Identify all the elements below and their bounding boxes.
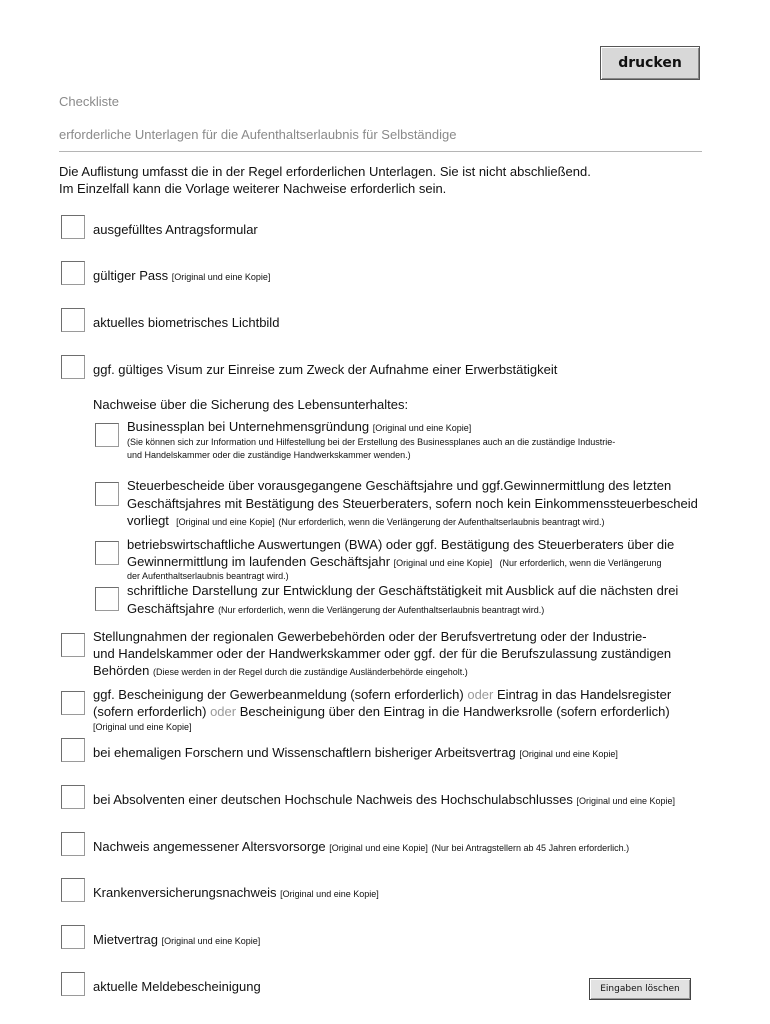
copy-note: [Original und eine Kopie]: [171, 272, 271, 282]
intro-line-2: Im Einzelfall kann die Vorlage weiterer Nachweise erforderlich sein.: [59, 181, 447, 196]
stellung-label-3: Behörden: [93, 663, 150, 678]
item-businessplan-label: Businessplan bei Unternehmensgründung: [127, 419, 370, 434]
reset-button[interactable]: Eingaben löschen: [589, 978, 691, 1000]
item-businessplan: [127, 419, 471, 436]
copy-note: [Original und eine Kopie]: [176, 517, 275, 527]
item-steuerbescheide-line-1: Steuerbescheide über vorausgegangene Geschäftsjahre und ggf.Gewinnermittlung des letzten: [127, 478, 672, 493]
page-title: Checkliste: [59, 94, 119, 109]
checkbox-absolventen[interactable]: [61, 785, 85, 809]
item-gewerbe-line-2: [93, 703, 670, 721]
checkbox-antragsformular[interactable]: [61, 215, 85, 239]
print-button[interactable]: drucken: [600, 46, 700, 80]
copy-note: [Original und eine Kopie]: [329, 843, 428, 853]
checkbox-mietvertrag[interactable]: [61, 925, 85, 949]
divider: [59, 151, 702, 152]
checkbox-bwa[interactable]: [95, 541, 119, 565]
absolventen-label: bei Absolventen einer deutschen Hochschule Nachweis des Hochschulabschlusses: [93, 792, 573, 807]
checkbox-lichtbild[interactable]: [61, 308, 85, 332]
nachweise-heading: Nachweise über die Sicherung des Lebensunterhaltes:: [93, 397, 409, 412]
checkbox-steuerbescheide[interactable]: [95, 482, 119, 506]
intro-line-1: Die Auflistung umfasst die in der Regel erforderlichen Unterlagen. Sie ist nicht abschließend.: [59, 164, 591, 179]
bwa-note-1: (Nur erforderlich, wenn die Verlängerung: [499, 558, 662, 568]
item-pass: [93, 268, 270, 285]
checkbox-altersvorsorge[interactable]: [61, 832, 85, 856]
checkbox-forscher[interactable]: [61, 738, 85, 762]
item-absolventen: [93, 792, 675, 809]
item-steuerbescheide-line-2: Geschäftsjahres mit Bestätigung des Steuerberaters, sofern noch kein Einkommenssteuerbescheid: [127, 496, 698, 511]
checkbox-stellungnahmen[interactable]: [61, 633, 85, 657]
copy-note: [Original und eine Kopie]: [372, 423, 472, 433]
item-krankenversicherung: [93, 885, 379, 902]
copy-note: [Original und eine Kopie]: [519, 749, 618, 759]
checkbox-visum[interactable]: [61, 355, 85, 379]
item-lichtbild: aktuelles biometrisches Lichtbild: [93, 315, 280, 330]
item-visum: ggf. gültiges Visum zur Einreise zum Zweck der Aufnahme einer Erwerbstätigkeit: [93, 362, 558, 377]
item-bwa-line-1: betriebswirtschaftliche Auswertungen (BWA) oder ggf. Bestätigung des Steuerberaters über die: [127, 537, 675, 552]
checkbox-krankenversicherung[interactable]: [61, 878, 85, 902]
miet-label: Mietvertrag: [93, 932, 159, 947]
copy-note: [Original und eine Kopie]: [161, 936, 261, 946]
gewerbe-d: Bescheinigung über den Eintrag in die Handwerksrolle (sofern erforderlich): [239, 704, 670, 719]
copy-note: [Original und eine Kopie]: [280, 889, 379, 899]
item-antragsformular: ausgefülltes Antragsformular: [93, 222, 258, 237]
item-stellungnahmen-line-1: Stellungnahmen der regionalen Gewerbebehörden oder der Berufsvertretung oder der Industrie-: [93, 629, 647, 644]
item-forscher: [93, 745, 618, 762]
darstellung-label-2: Geschäftsjahre: [127, 601, 215, 616]
gewerbe-a: ggf. Bescheinigung der Gewerbeanmeldung (sofern erforderlich): [93, 687, 464, 702]
checkbox-businessplan[interactable]: [95, 423, 119, 447]
gewerbe-c: (sofern erforderlich): [93, 704, 207, 719]
checkbox-pass[interactable]: [61, 261, 85, 285]
item-pass-label: gültiger Pass: [93, 268, 169, 283]
item-darstellung-line-1: schriftliche Darstellung zur Entwicklung der Geschäftstätigkeit mit Ausblick auf die nächsten drei: [127, 583, 679, 598]
steuer-label-3: vorliegt: [127, 513, 169, 528]
item-altersvorsorge: [93, 839, 629, 856]
item-steuerbescheide-line-3: [127, 512, 605, 531]
item-darstellung-line-2: [127, 600, 544, 619]
oder-connector: oder: [467, 687, 494, 702]
steuer-note: (Nur erforderlich, wenn die Verlängerung der Aufenthaltserlaubnis beantragt wird.): [278, 517, 605, 527]
checkbox-gewerbeanmeldung[interactable]: [61, 691, 85, 715]
oder-connector: oder: [210, 704, 237, 719]
copy-note: [Original und eine Kopie]: [393, 558, 493, 568]
checkbox-darstellung[interactable]: [95, 587, 119, 611]
alter-label: Nachweis angemessener Altersvorsorge: [93, 839, 326, 854]
item-stellungnahmen-line-3: [93, 662, 468, 681]
copy-note: [Original und eine Kopie]: [576, 796, 676, 806]
bwa-label-2: Gewinnermittlung im laufenden Geschäftsjahr: [127, 554, 391, 569]
page-subtitle: erforderliche Unterlagen für die Aufenthaltserlaubnis für Selbständige: [59, 127, 457, 142]
item-stellungnahmen-line-2: und Handelskammer oder der Handwerkskammer oder ggf. der für die Berufszulassung zuständigen: [93, 646, 672, 661]
checkbox-meldebescheinigung[interactable]: [61, 972, 85, 996]
alter-note: (Nur bei Antragstellern ab 45 Jahren erforderlich.): [431, 843, 630, 853]
businessplan-note-1: (Sie können sich zur Information und Hilfestellung bei der Erstellung des Businessplanes auch an die zuständige Industrie-: [127, 437, 616, 447]
copy-note: [Original und eine Kopie]: [93, 722, 192, 732]
stellung-note: (Diese werden in der Regel durch die zuständige Ausländerbehörde eingeholt.): [153, 667, 468, 677]
item-gewerbe-line-1: [93, 686, 671, 704]
darstellung-note: (Nur erforderlich, wenn die Verlängerung der Aufenthaltserlaubnis beantragt wird.): [218, 605, 545, 615]
forscher-label: bei ehemaligen Forschern und Wissenschaftlern bisheriger Arbeitsvertrag: [93, 745, 516, 760]
item-mietvertrag: [93, 932, 260, 949]
gewerbe-b: Eintrag in das Handelsregister: [497, 687, 672, 702]
item-meldebescheinigung: aktuelle Meldebescheinigung: [93, 979, 261, 994]
businessplan-note-2: und Handelskammer oder die zuständige Handwerkskammer wenden.): [127, 450, 411, 460]
kranken-label: Krankenversicherungsnachweis: [93, 885, 277, 900]
bwa-note-2: der Aufenthaltserlaubnis beantragt wird.): [127, 571, 289, 581]
